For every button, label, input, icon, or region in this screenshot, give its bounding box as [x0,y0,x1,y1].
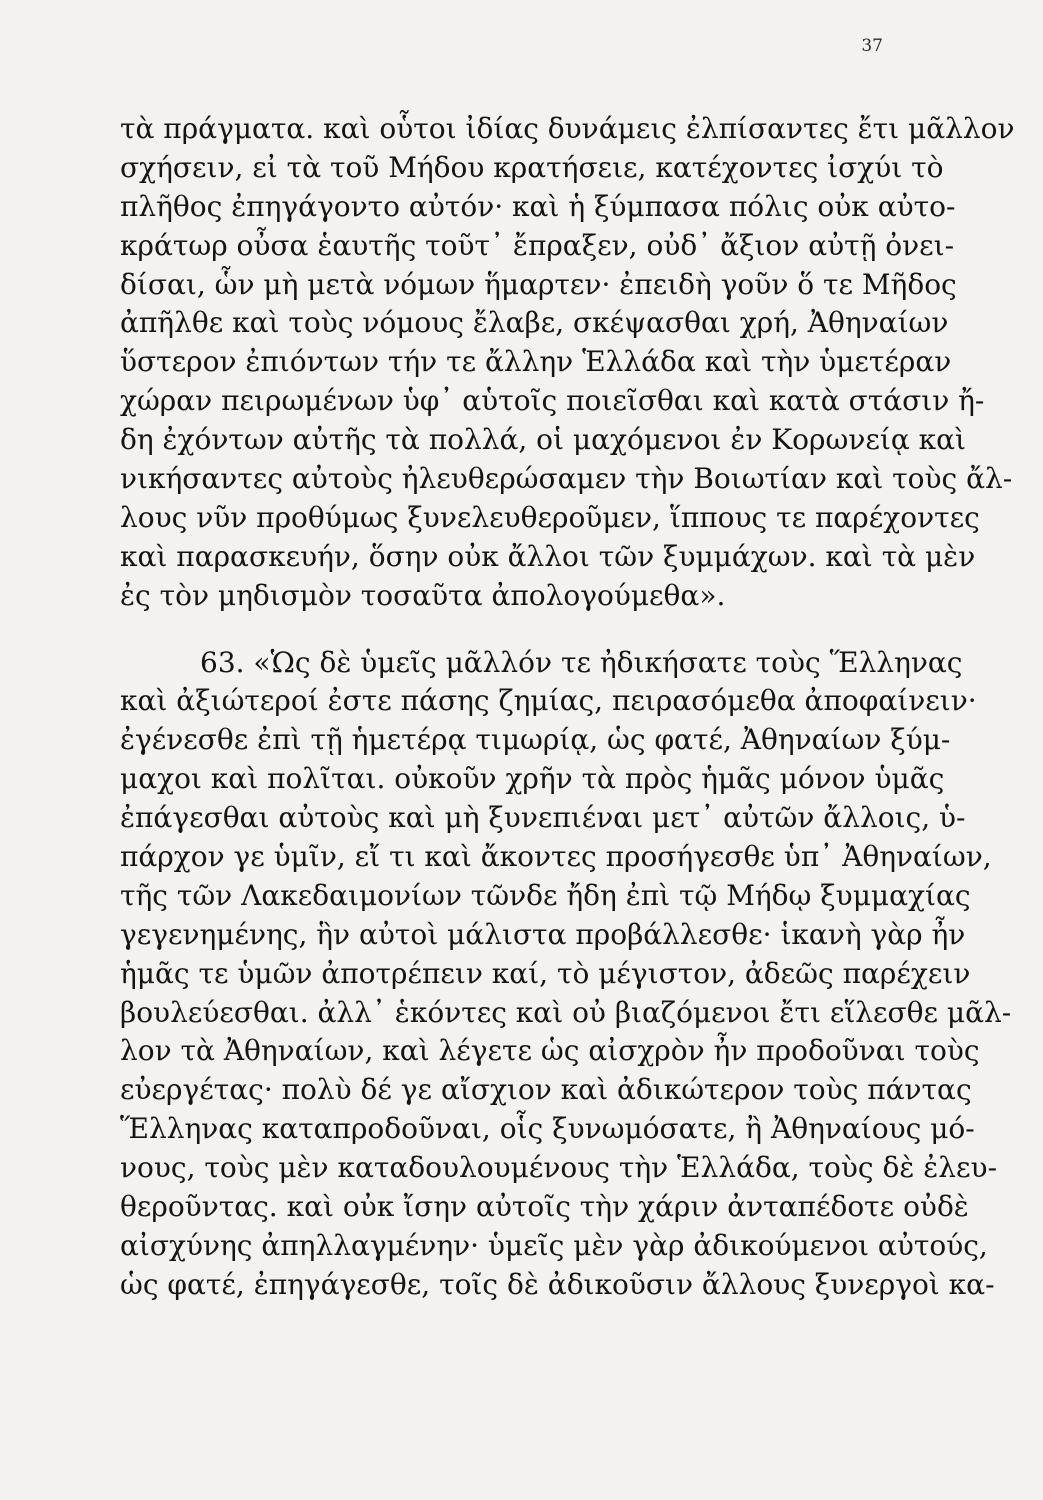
text-line: αἰσχύνης ἀπηλλαγμένην· ὑμεῖς μὲν γὰρ ἀδικούμενοι αὐτούς, [120,1228,988,1262]
text-line: τῆς τῶν Λακεδαιμονίων τῶνδε ἤδη ἐπὶ τῷ Μήδῳ ξυμμαχίας [120,878,971,912]
text-line: ἐγένεσθε ἐπὶ τῇ ἡμετέρᾳ τιμωρίᾳ, ὡς φατέ, Ἀθηναίων ξύμ- [120,723,951,757]
text-line: γεγενημένης, ἣν αὐτοὶ μάλιστα προβάλλεσθε· ἱκανὴ γὰρ ἦν [120,917,966,951]
text-line: λους νῦν προθύμως ξυνελευθεροῦμεν, ἵππους τε παρέχοντες [120,500,980,534]
text-line: λον τὰ Ἀθηναίων, καὶ λέγετε ὡς αἰσχρὸν ἦν προδοῦναι τοὺς [120,1034,980,1068]
text-line: θεροῦντας. καὶ οὐκ ἴσην αὐτοῖς τὴν χάριν ἀνταπέδοτε οὐδὲ [120,1190,969,1224]
text-line: ἐς τὸν μηδισμὸν τοσαῦτα ἀπολογούμεθα». [120,578,726,612]
text-line: δη ἐχόντων αὐτῆς τὰ πολλά, οἱ μαχόμενοι ἐν Κορωνείᾳ καὶ [120,423,967,457]
text-line: κράτωρ οὖσα ἑαυτῆς τοῦτ᾽ ἔπραξεν, οὐδ᾽ ἄξιον αὐτῇ ὀνει- [120,228,955,262]
text-line: μαχοι καὶ πολῖται. οὐκοῦν χρῆν τὰ πρὸς ἡμᾶς μόνον ὑμᾶς [120,762,945,796]
text-line: σχήσειν, εἰ τὰ τοῦ Μήδου κρατήσειε, κατέχοντες ἰσχύι τὸ [120,150,944,184]
text-line: νους, τοὺς μὲν καταδουλουμένους τὴν Ἑλλάδα, τοὺς δὲ ἐλευ- [120,1151,998,1185]
text-line: Ἕλληνας καταπροδοῦναι, οἷς ξυνωμόσατε, ἢ Ἀθηναίους μό- [120,1112,975,1146]
text-line: νικήσαντες αὐτοὺς ἠλευθερώσαμεν τὴν Βοιωτίαν καὶ τοὺς ἄλ- [120,462,1013,496]
paragraph [120,110,1015,616]
text-line: ἀπῆλθε καὶ τοὺς νόμους ἔλαβε, σκέψασθαι χρή, Ἀθηναίων [120,306,949,340]
text-line: πάρχον γε ὑμῖν, εἴ τι καὶ ἄκοντες προσήγεσθε ὑπ᾽ Ἀθηναίων, [120,840,992,874]
text-line: χώραν πειρωμένων ὑφ᾽ αὑτοῖς ποιεῖσθαι καὶ κατὰ στάσιν ἤ- [120,384,985,418]
text-line: τὰ πράγματα. καὶ οὗτοι ἰδίας δυνάμεις ἐλπίσαντες ἔτι μᾶλλον [120,112,1015,145]
page-number: 37 [861,36,883,56]
text-line: καὶ παρασκευήν, ὅσην οὐκ ἄλλοι τῶν ξυμμάχων. καὶ τὰ μὲν [120,539,976,573]
text-line: πλῆθος ἐπηγάγοντο αὐτόν· καὶ ἡ ξύμπασα πόλις οὐκ αὐτο- [120,189,956,223]
paragraph [120,644,1012,1305]
text-line: ἡμᾶς τε ὑμῶν ἀποτρέπειν καί, τὸ μέγιστον, ἀδεῶς παρέχειν [120,956,971,990]
text-line: εὐεργέτας· πολὺ δέ γε αἴσχιον καὶ ἀδικώτερον τοὺς πάντας [120,1073,972,1107]
text-line: δίσαι, ὧν μὴ μετὰ νόμων ἥμαρτεν· ἐπειδὴ γοῦν ὅ τε Μῆδος [120,267,957,301]
text-line: βουλεύεσθαι. ἀλλ᾽ ἑκόντες καὶ οὐ βιαζόμενοι ἔτι εἵλεσθε μᾶλ- [120,995,1012,1029]
text-line: ὕστερον ἐπιόντων τήν τε ἄλλην Ἑλλάδα καὶ τὴν ὑμετέραν [120,345,952,379]
paragraph-opening-line: 63. «Ὡς δὲ ὑμεῖς μᾶλλόν τε ἠδικήσατε τοὺς Ἕλληνας [200,645,963,679]
text-line: καὶ ἀξιώτεροί ἐστε πάσης ζημίας, πειρασόμεθα ἀποφαίνειν· [120,684,977,718]
text-line: ἐπάγεσθαι αὐτοὺς καὶ μὴ ξυνεπιέναι μετ᾽ αὐτῶν ἄλλοις, ὑ- [120,801,966,835]
body-text [120,110,1015,1305]
text-line: ὡς φατέ, ἐπηγάγεσθε, τοῖς δὲ ἀδικοῦσιν ἄλλους ξυνεργοὶ κα- [120,1267,995,1301]
